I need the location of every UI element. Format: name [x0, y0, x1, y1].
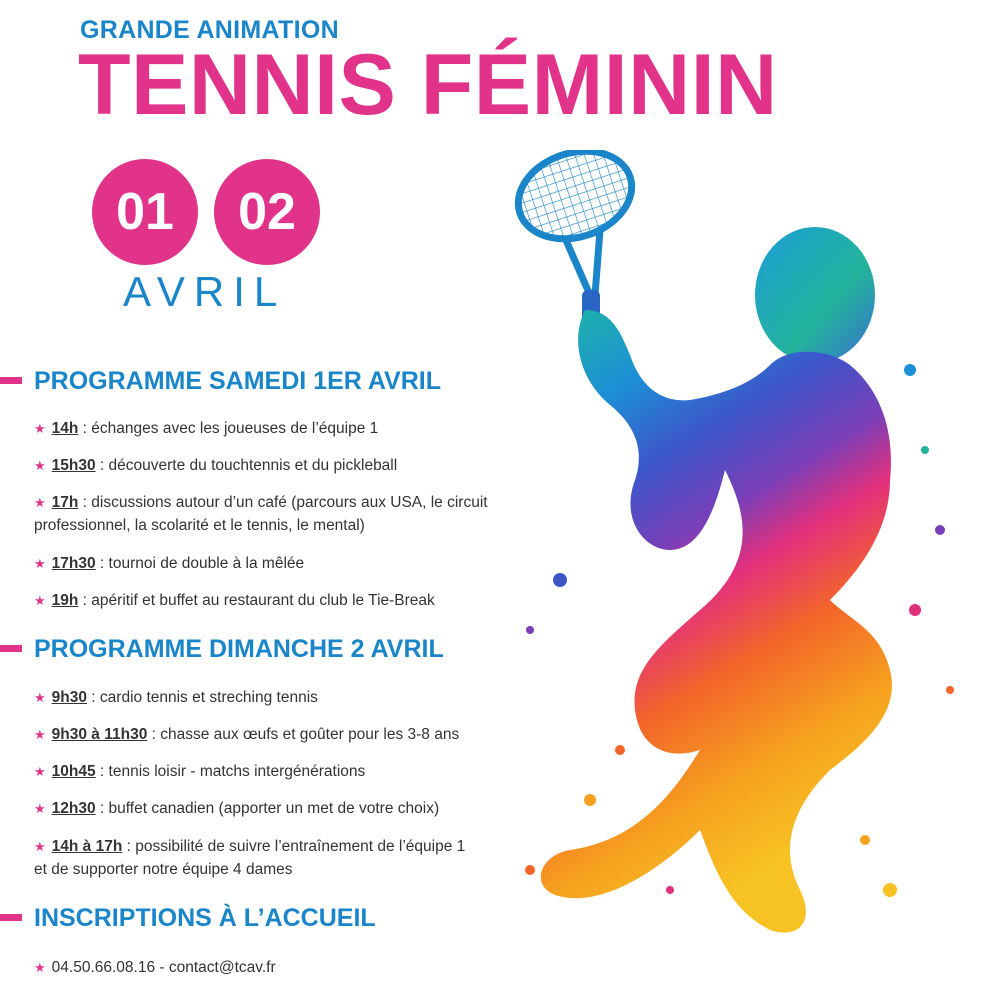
list-item — [34, 723, 544, 746]
section-bullet-bar — [0, 645, 22, 652]
item-time: 19h — [51, 592, 79, 609]
page-title: TENNIS FÉMININ — [78, 37, 778, 133]
list-item — [34, 760, 544, 783]
star-icon: ★ — [34, 764, 46, 779]
kicker-text: GRANDE ANIMATION — [80, 16, 339, 44]
star-icon: ★ — [34, 593, 46, 608]
item-text: : possibilité de suivre l’entraînement de l’équipe 1 et de supporter notre équipe 4 dames — [34, 838, 466, 878]
list-item — [34, 835, 474, 881]
list-item — [34, 491, 544, 537]
list-item — [34, 454, 544, 477]
star-icon: ★ — [34, 839, 46, 854]
star-icon: ★ — [34, 727, 46, 742]
item-text: : tennis loisir - matchs intergénérations — [95, 763, 366, 780]
player-body — [541, 310, 892, 933]
star-icon: ★ — [34, 421, 46, 436]
item-text: : échanges avec les joueuses de l’équipe 1 — [78, 420, 379, 437]
date-badge-day1: 01 — [92, 159, 198, 265]
tennis-player-illustration — [470, 150, 970, 940]
racket-icon — [507, 150, 643, 340]
section-title-registration: INSCRIPTIONS À L’ACCUEIL — [34, 904, 376, 932]
item-text: : cardio tennis et streching tennis — [87, 689, 318, 706]
star-icon: ★ — [34, 495, 46, 510]
item-time: 17h — [51, 494, 79, 511]
contact-line — [34, 956, 544, 979]
item-text: : discussions autour d’un café (parcours aux USA, le circuit professionnel, la scolarité et le tennis, le mental) — [34, 494, 488, 534]
section-bullet-bar — [0, 377, 22, 384]
star-icon: ★ — [34, 801, 46, 816]
item-text: : tournoi de double à la mêlée — [95, 555, 305, 572]
item-text: : apéritif et buffet au restaurant du club le Tie-Break — [78, 592, 435, 609]
item-time: 14h — [51, 420, 79, 437]
star-icon: ★ — [34, 690, 46, 705]
item-text: : chasse aux œufs et goûter pour les 3-8 ans — [147, 726, 460, 743]
date-badge-day2: 02 — [214, 159, 320, 265]
item-time: 14h à 17h — [51, 838, 123, 855]
star-icon: ★ — [34, 556, 46, 571]
contact-text: 04.50.66.08.16 - contact@tcav.fr — [51, 959, 276, 976]
item-text: : découverte du touchtennis et du pickleball — [95, 457, 398, 474]
item-time: 12h30 — [51, 800, 96, 817]
list-item — [34, 797, 544, 820]
month-label: AVRIL — [123, 268, 287, 315]
player-head — [755, 227, 875, 363]
section-title-sunday: PROGRAMME DIMANCHE 2 AVRIL — [34, 635, 444, 663]
list-item — [34, 552, 544, 575]
star-icon: ★ — [34, 458, 46, 473]
item-time: 10h45 — [51, 763, 96, 780]
section-title-saturday: PROGRAMME SAMEDI 1ER AVRIL — [34, 367, 441, 395]
section-bullet-bar — [0, 914, 22, 921]
item-time: 15h30 — [51, 457, 96, 474]
list-item — [34, 417, 544, 440]
star-icon: ★ — [34, 960, 46, 975]
item-time: 17h30 — [51, 555, 96, 572]
list-item — [34, 589, 544, 612]
item-time: 9h30 — [51, 689, 87, 706]
list-item — [34, 686, 544, 709]
item-text: : buffet canadien (apporter un met de votre choix) — [95, 800, 440, 817]
item-time: 9h30 à 11h30 — [51, 726, 148, 743]
